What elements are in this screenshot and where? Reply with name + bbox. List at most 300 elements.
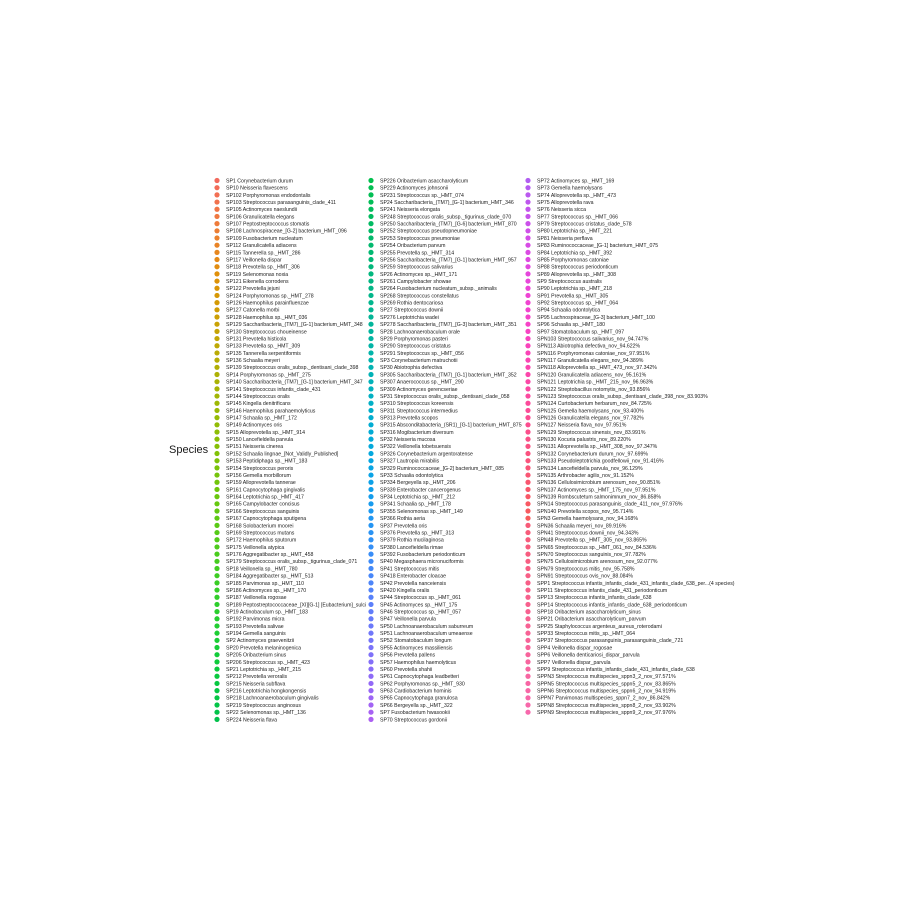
legend-swatch <box>214 501 219 506</box>
legend-swatch <box>214 674 219 679</box>
legend-label: SP165 Campylobacter concisus <box>226 501 300 508</box>
legend-swatch <box>368 487 373 492</box>
legend-swatch <box>214 329 219 334</box>
legend-swatch <box>525 544 530 549</box>
legend-label: SP261 Campylobacter showae <box>380 278 452 285</box>
legend-label: SP75 Alloprevotella rava <box>537 199 594 206</box>
legend-label: SPN137 Actinomyces sp._HMT_175_nov_97.951% <box>537 487 656 494</box>
legend-label: SP379 Rothia mucilaginosa <box>380 537 444 544</box>
legend-swatch <box>368 580 373 585</box>
legend-label: SP255 Prevotella sp._HMT_314 <box>380 250 455 257</box>
legend-label: SP7 Fusobacterium hwasookii <box>380 710 450 717</box>
legend-swatch <box>368 221 373 226</box>
legend-swatch <box>214 702 219 707</box>
legend-label: SP276 Leptotrichia wadei <box>380 314 439 321</box>
legend-swatch <box>525 573 530 578</box>
legend-swatch <box>525 322 530 327</box>
legend-swatch <box>214 616 219 621</box>
legend-label: SPN75 Cellulosimicrobium arenosum_nov_92.077% <box>537 559 658 566</box>
legend-swatch <box>368 336 373 341</box>
legend-swatch <box>214 250 219 255</box>
legend-swatch <box>368 465 373 470</box>
legend-swatch <box>525 609 530 614</box>
legend-label: SP117 Veillonella dispar <box>226 257 282 264</box>
legend-swatch <box>214 444 219 449</box>
legend-swatch <box>525 243 530 248</box>
legend-label: SPN130 Kocuria palustris_nov_89.220% <box>537 437 631 444</box>
legend-label: SP268 Streptococcus constellatus <box>380 293 459 300</box>
legend-swatch <box>525 666 530 671</box>
legend-swatch <box>368 444 373 449</box>
legend-label: SP40 Megasphaera micronuciformis <box>380 559 464 566</box>
legend-label: SPN14 Streptococcus parasanguinis_clade_411_nov_97.976% <box>537 501 683 508</box>
legend-swatch <box>525 444 530 449</box>
legend-swatch <box>214 293 219 298</box>
legend-swatch <box>368 386 373 391</box>
legend-label: SP418 Enterobacter cloacae <box>380 573 447 580</box>
legend-swatch <box>368 552 373 557</box>
legend-swatch <box>525 278 530 283</box>
legend-swatch <box>525 178 530 183</box>
legend-label: SPP1 Streptococcus infantis_infantis_clade_431_infantis_clade_638_per...(4 species) <box>537 580 735 587</box>
legend-swatch <box>214 322 219 327</box>
legend-label: SP42 Prevotella nanceiensis <box>380 580 447 587</box>
legend-label: SPN120 Granulicatella adiacens_nov_95.161% <box>537 372 647 379</box>
legend-label: SP63 Cardiobacterium hominis <box>380 688 452 695</box>
legend-label: SPN133 Pseudoleptotrichia goodfellowii_nov_91.416% <box>537 458 664 465</box>
legend-swatch <box>525 472 530 477</box>
legend-label: SP226 Oribacterium asaccharolyticum <box>380 178 469 185</box>
legend-swatch <box>214 494 219 499</box>
legend-swatch <box>214 544 219 549</box>
legend-swatch <box>368 681 373 686</box>
legend-label: SP22 Selenomonas sp._HMT_136 <box>226 710 306 717</box>
legend-label: SP96 Schaalia sp._HMT_180 <box>537 322 606 329</box>
legend-swatch <box>525 185 530 190</box>
legend-swatch <box>368 695 373 700</box>
legend-swatch <box>368 652 373 657</box>
legend-label: SPN122 Streptobacillus notomytis_nov_93.856% <box>537 386 651 393</box>
legend-label: SP161 Capnocytophaga gingivalis <box>226 487 306 494</box>
legend-swatch <box>214 580 219 585</box>
legend-swatch <box>525 508 530 513</box>
legend-label: SPPN7 Parvimonas multispecies_sppn7_2_nov_86.842% <box>537 695 671 702</box>
legend-label: SP83 Ruminococcaceae_[G-1] bacterium_HMT_075 <box>537 243 659 250</box>
legend-label: SP122 Prevotella jejuni <box>226 286 280 293</box>
legend-swatch <box>525 372 530 377</box>
legend-label: SP167 Capnocytophaga sputigena <box>226 516 307 523</box>
legend-label: SP128 Haemophilus sp._HMT_036 <box>226 314 308 321</box>
legend-swatch <box>368 623 373 628</box>
legend-label: SP107 Peptostreptococcus stomatis <box>226 221 310 228</box>
legend-swatch <box>525 580 530 585</box>
legend-label: SP250 Saccharibacteria_(TM7)_[G-6] bacterium_HMT_870 <box>380 221 517 228</box>
legend-swatch <box>214 645 219 650</box>
legend-swatch <box>214 401 219 406</box>
legend-label: SP79 Streptococcus cristatus_clade_578 <box>537 221 632 228</box>
legend-swatch <box>368 408 373 413</box>
legend-label: SP94 Schaalia odontolytica <box>537 307 601 314</box>
legend-label: SPN132 Corynebacterium durum_nov_97.699% <box>537 451 649 458</box>
legend-label: SP355 Selenomonas sp._HMT_149 <box>380 508 463 515</box>
legend-swatch <box>525 358 530 363</box>
legend-label: SP278 Saccharibacteria_(TM7)_[G-3] bacterium_HMT_351 <box>380 322 517 329</box>
legend-swatch <box>368 243 373 248</box>
legend-swatch <box>214 343 219 348</box>
legend-label: SPN126 Granulicatella elegans_nov_97.782% <box>537 415 644 422</box>
legend-swatch <box>214 451 219 456</box>
legend-label: SP193 Prevotella salivae <box>226 623 284 630</box>
legend-swatch <box>525 379 530 384</box>
legend-swatch <box>214 666 219 671</box>
legend-label: SPN65 Streptococcus sp._HMT_061_nov_84.536% <box>537 544 657 551</box>
legend-swatch <box>525 523 530 528</box>
legend-swatch <box>368 350 373 355</box>
legend-swatch <box>214 595 219 600</box>
legend-swatch <box>368 278 373 283</box>
legend-label: SP252 Streptococcus pseudopneumoniae <box>380 228 477 235</box>
legend-swatch <box>368 544 373 549</box>
legend-label: SP92 Streptococcus sp._HMT_064 <box>537 300 619 307</box>
legend-swatch <box>214 358 219 363</box>
legend-label: SPN91 Streptococcus ovis_nov_88.084% <box>537 573 634 580</box>
legend-swatch <box>525 681 530 686</box>
legend-label: SPPN9 Streptococcus multispecies_sppn9_2_nov_97.976% <box>537 710 676 717</box>
legend-swatch <box>525 437 530 442</box>
legend-swatch <box>525 652 530 657</box>
legend-swatch <box>214 271 219 276</box>
legend-label: SP97 Stomatobaculum sp._HMT_097 <box>537 329 625 336</box>
legend-label: SP212 Prevotella veroralis <box>226 674 288 681</box>
legend-swatch <box>214 350 219 355</box>
legend-label: SPP25 Staphylococcus argenteus_aureus_roterodami <box>537 623 662 630</box>
legend-swatch <box>368 293 373 298</box>
legend-label: SP47 Veillonella parvula <box>380 616 436 623</box>
legend-swatch <box>214 207 219 212</box>
legend-label: SPP11 Streptococcus infantis_clade_431_periodonticum <box>537 587 668 594</box>
legend-label: SP61 Capnocytophaga leadbetteri <box>380 674 460 681</box>
legend-swatch <box>214 243 219 248</box>
legend-label: SP186 Actinomyces sp._HMT_170 <box>226 587 307 594</box>
legend-swatch <box>525 659 530 664</box>
legend-swatch <box>525 408 530 413</box>
legend-swatch <box>368 501 373 506</box>
legend-label: SP366 Rothia aeria <box>380 516 425 523</box>
legend-label: SP91 Prevotella sp._HMT_305 <box>537 293 609 300</box>
legend-swatch <box>214 379 219 384</box>
legend-label: SP219 Streptococcus anginosus <box>226 702 301 709</box>
legend-label: SP34 Leptotrichia sp._HMT_212 <box>380 494 455 501</box>
legend-swatch <box>525 199 530 204</box>
legend-label: SP51 Lachnoanaerobaculum umeaense <box>380 631 473 638</box>
legend-label: SP256 Saccharibacteria_(TM7)_[G-1] bacterium_HMT_957 <box>380 257 517 264</box>
legend-label: SP77 Streptococcus sp._HMT_066 <box>537 214 619 221</box>
legend-label: SP76 Neisseria sicca <box>537 207 587 214</box>
legend-label: SP29 Porphyromonas pasteri <box>380 336 448 343</box>
legend-swatch <box>525 623 530 628</box>
legend-swatch <box>214 372 219 377</box>
legend-label: SPP6 Veillonella denticariosi_dispar_parvula <box>537 652 640 659</box>
legend-label: SP241 Neisseria elongata <box>380 207 440 214</box>
legend-swatch <box>368 559 373 564</box>
legend-swatch <box>368 458 373 463</box>
legend-label: SP159 Alloprevotella tannerae <box>226 480 296 487</box>
legend-label: SPN125 Gemella haemolysans_nov_93.400% <box>537 408 644 415</box>
legend-swatch <box>525 257 530 262</box>
legend-label: SP46 Streptococcus sp._HMT_057 <box>380 609 462 616</box>
legend-swatch <box>525 192 530 197</box>
legend-swatch <box>368 530 373 535</box>
legend-swatch <box>368 702 373 707</box>
legend-swatch <box>525 638 530 643</box>
legend-swatch <box>368 199 373 204</box>
legend-label: SP166 Streptococcus sanguinis <box>226 508 300 515</box>
legend-swatch <box>368 480 373 485</box>
legend-swatch <box>368 228 373 233</box>
legend-swatch <box>525 695 530 700</box>
legend-label: SP60 Prevotella shahii <box>380 666 433 673</box>
legend-label: SP65 Capnocytophaga granulosa <box>380 695 458 702</box>
legend-swatch <box>214 717 219 722</box>
legend-label: SPN70 Streptococcus sanguinis_nov_97.782% <box>537 552 646 559</box>
legend-swatch <box>525 516 530 521</box>
legend-swatch <box>214 602 219 607</box>
legend-swatch <box>525 458 530 463</box>
legend-label: SP129 Saccharibacteria_(TM7)_[G-1] bacterium_HMT_348 <box>226 322 363 329</box>
legend-swatch <box>368 516 373 521</box>
legend-label: SP168 Solobacterium moorei <box>226 523 294 530</box>
legend-label: SP329 Ruminococcaceae_[G-2] bacterium_HMT_085 <box>380 465 504 472</box>
legend-label: SPP21 Oribacterium asaccharolyticum_parvum <box>537 616 646 623</box>
legend-label: SP32 Neisseria mucosa <box>380 437 436 444</box>
legend-label: SP316 Mogibacterium diversum <box>380 429 454 436</box>
legend-label: SP224 Neisseria flava <box>226 717 278 724</box>
legend-label: SP192 Parvimonas micra <box>226 616 285 623</box>
legend-swatch <box>525 631 530 636</box>
legend-label: SP307 Anaerococcus sp._HMT_290 <box>380 379 464 386</box>
legend-label: SPP4 Veillonella dispar_rogosae <box>537 645 613 652</box>
legend-label: SPN117 Granulicatella elegans_nov_94.389% <box>537 358 644 365</box>
legend-label: SPN118 Alloprevotella sp._HMT_473_nov_97.342% <box>537 365 657 372</box>
legend-swatch <box>214 638 219 643</box>
legend-swatch <box>214 458 219 463</box>
legend-label: SP73 Gemella haemolysans <box>537 185 603 192</box>
legend-label: SP102 Porphyromonas endodontalis <box>226 192 311 199</box>
legend-column-2 <box>368 178 521 723</box>
legend-swatch <box>525 552 530 557</box>
legend-label: SPN116 Porphyromonas catoniae_nov_97.951% <box>537 350 650 357</box>
legend-swatch <box>214 487 219 492</box>
legend-swatch <box>214 465 219 470</box>
legend-label: SP205 Oribacterium sinus <box>226 652 287 659</box>
legend-label: SP326 Corynebacterium argentoratense <box>380 451 473 458</box>
legend-label: SP121 Eikenella corrodens <box>226 278 289 285</box>
legend-swatch <box>525 307 530 312</box>
legend-swatch <box>525 386 530 391</box>
legend-swatch <box>368 638 373 643</box>
legend-swatch <box>368 250 373 255</box>
legend-swatch <box>368 271 373 276</box>
legend-label: SP133 Prevotella sp._HMT_309 <box>226 343 301 350</box>
legend-swatch <box>368 422 373 427</box>
legend-label: SP248 Streptococcus oralis_subsp._tigurinus_clade_070 <box>380 214 512 221</box>
legend-swatch <box>214 652 219 657</box>
legend-label: SP14 Porphyromonas sp._HMT_275 <box>226 372 311 379</box>
legend-label: SP103 Streptococcus parasanguinis_clade_411 <box>226 199 337 206</box>
legend-label: SPP18 Oribacterium asaccharolyticum_sinus <box>537 609 641 616</box>
legend-label: SP66 Bergeyella sp._HMT_322 <box>380 702 453 709</box>
legend-swatch <box>525 293 530 298</box>
legend-swatch <box>368 602 373 607</box>
legend-label: SPP7 Veillonella dispar_parvula <box>537 659 611 666</box>
legend-label: SP131 Prevotella histicola <box>226 336 287 343</box>
legend-label: SPN139 Rombscutetum salmonimnum_nov_86.858% <box>537 494 661 501</box>
legend-label: SP24 Saccharibacteria_(TM7)_[G-1] bacterium_HMT_346 <box>380 199 514 206</box>
legend-swatch <box>368 178 373 183</box>
legend-swatch <box>214 573 219 578</box>
legend-label: SPN123 Streptococcus oralis_subsp._dentisani_clade_398_nov_83.903% <box>537 393 708 400</box>
legend-label: SP27 Streptococcus downii <box>380 307 444 314</box>
legend-label: SPN36 Schaalia meyeri_nov_89.916% <box>537 523 627 530</box>
legend-swatch <box>525 314 530 319</box>
legend-swatch <box>368 307 373 312</box>
legend-label: SP229 Actinomyces johnsonii <box>380 185 449 192</box>
legend-label: SPN121 Leptotrichia sp._HMT_215_nov_96.963% <box>537 379 654 386</box>
legend-label: SP108 Lachnospiraceae_[G-2] bacterium_HMT_096 <box>226 228 347 235</box>
legend-swatch <box>525 587 530 592</box>
legend-label: SP70 Streptococcus gordonii <box>380 717 447 724</box>
legend-label: SP392 Fusobacterium periodonticum <box>380 552 466 559</box>
legend-swatch <box>214 422 219 427</box>
legend-label: SP339 Enterobacter cancerogenus <box>380 487 461 494</box>
legend-swatch <box>368 415 373 420</box>
legend-swatch <box>368 214 373 219</box>
legend-label: SP218 Lachnoanaerobaculum gingivalis <box>226 695 319 702</box>
legend-label: SPN134 Lancefieldella parvula_nov_96.129% <box>537 465 643 472</box>
legend-swatch <box>214 365 219 370</box>
legend-label: SP253 Streptococcus pneumoniae <box>380 235 460 242</box>
legend-swatch <box>214 415 219 420</box>
legend-swatch <box>214 695 219 700</box>
legend-swatch <box>525 365 530 370</box>
legend-label: SP380 Lancefieldella rimae <box>380 544 444 551</box>
legend-label: SP420 Kingella oralis <box>380 587 430 594</box>
legend-swatch <box>214 214 219 219</box>
legend-swatch <box>525 343 530 348</box>
legend-label: SP184 Aggregatibacter sp._HMT_513 <box>226 573 314 580</box>
legend-label: SP154 Streptococcus peroris <box>226 465 294 472</box>
legend-label: SP127 Catonella morbi <box>226 307 280 314</box>
legend-label: SP291 Streptococcus sp._HMT_056 <box>380 350 464 357</box>
legend-swatch <box>525 401 530 406</box>
legend-swatch <box>525 271 530 276</box>
legend-swatch <box>214 437 219 442</box>
legend-swatch <box>214 623 219 628</box>
legend-swatch <box>368 609 373 614</box>
legend-label: SP264 Fusobacterium nucleatum_subsp._animalis <box>380 286 497 293</box>
legend-column-3 <box>525 178 734 716</box>
legend-label: SP334 Bergeyella sp._HMT_206 <box>380 480 456 487</box>
legend-label: SP130 Streptococcus choueinense <box>226 329 307 336</box>
legend-swatch <box>214 192 219 197</box>
legend-label: SP30 Abiotrophia defectiva <box>380 365 443 372</box>
legend-label: SP141 Streptococcus infantis_clade_431 <box>226 386 321 393</box>
legend-swatch <box>525 465 530 470</box>
legend-swatch <box>525 221 530 226</box>
legend-label: SPP14 Streptococcus infantis_infantis_clade_638_periodonticum <box>537 602 687 609</box>
legend-label: SPN135 Arthrobacter agilis_nov_91.152% <box>537 472 634 479</box>
legend-swatch <box>214 552 219 557</box>
legend-label: SP9 Streptococcus australis <box>537 278 602 285</box>
legend-label: SP105 Actinomyces naeslundii <box>226 207 297 214</box>
legend-swatch <box>214 408 219 413</box>
legend-swatch <box>368 566 373 571</box>
legend-swatch <box>368 358 373 363</box>
legend-swatch <box>214 386 219 391</box>
legend-swatch <box>368 573 373 578</box>
legend-swatch <box>368 393 373 398</box>
legend-label: SP62 Porphyromonas sp._HMT_930 <box>380 681 465 688</box>
legend-swatch <box>368 451 373 456</box>
legend-label: SP28 Lachnoanaerobaculum orale <box>380 329 460 336</box>
legend-label: SP185 Parvimonas sp._HMT_110 <box>226 580 305 587</box>
legend-label: SPN3 Gemella haemolysans_nov_94.168% <box>537 516 638 523</box>
legend-swatch <box>368 264 373 269</box>
legend-swatch <box>214 566 219 571</box>
legend-swatch <box>525 487 530 492</box>
legend-swatch <box>214 429 219 434</box>
legend-label: SP72 Actinomyces sp._HMT_169 <box>537 178 615 185</box>
legend-swatch <box>525 228 530 233</box>
legend-swatch <box>525 207 530 212</box>
legend-title: Species <box>169 444 209 456</box>
legend-label: SP327 Lautropia mirabilis <box>380 458 440 465</box>
legend-swatch <box>214 530 219 535</box>
legend-label: SPN79 Streptococcus mitis_nov_95.758% <box>537 566 635 573</box>
legend-label: SPN127 Neisseria flava_nov_97.951% <box>537 422 627 429</box>
legend-label: SP309 Actinomyces gerencseriae <box>380 386 458 393</box>
legend-label: SPN113 Abiotrophia defectiva_nov_94.622% <box>537 343 641 350</box>
legend-swatch <box>525 336 530 341</box>
legend-swatch <box>214 264 219 269</box>
legend-swatch <box>525 494 530 499</box>
legend-label: SP140 Saccharibacteria_(TM7)_[G-1] bacterium_HMT_347 <box>226 379 363 386</box>
legend-label: SP216 Leptotrichia hongkongensis <box>226 688 307 695</box>
legend-label: SP119 Selenomonas noxia <box>226 271 289 278</box>
legend-label: SP322 Veillonella tobetsuensis <box>380 444 451 451</box>
legend-label: SP206 Streptococcus sp._HMT_423 <box>226 659 310 666</box>
legend-label: SPP13 Streptococcus infantis_infantis_clade_638 <box>537 595 652 602</box>
legend-label: SP172 Haemophilus sputorum <box>226 537 297 544</box>
legend-swatch <box>368 286 373 291</box>
legend-label: SP149 Actinomyces oris <box>226 422 282 429</box>
legend-label: SP139 Streptococcus oralis_subsp._dentisani_clade_398 <box>226 365 359 372</box>
legend-swatch <box>214 178 219 183</box>
legend-label: SPN103 Streptococcus salivarius_nov_94.747% <box>537 336 649 343</box>
legend-swatch <box>525 702 530 707</box>
legend-label: SP26 Actinomyces sp._HMT_171 <box>380 271 458 278</box>
legend-swatch <box>214 523 219 528</box>
legend-label: SP147 Schaalia sp._HMT_172 <box>226 415 297 422</box>
legend-label: SP89 Alloprevotella sp._HMT_308 <box>537 271 617 278</box>
legend-swatch <box>214 228 219 233</box>
legend-swatch <box>525 559 530 564</box>
legend-label: SP135 Tannerella serpentiformis <box>226 350 301 357</box>
legend-label: SP305 Saccharibacteria_(TM7)_[G-1] bacterium_HMT_352 <box>380 372 517 379</box>
legend-swatch <box>525 393 530 398</box>
legend-swatch <box>214 609 219 614</box>
legend-swatch <box>525 530 530 535</box>
